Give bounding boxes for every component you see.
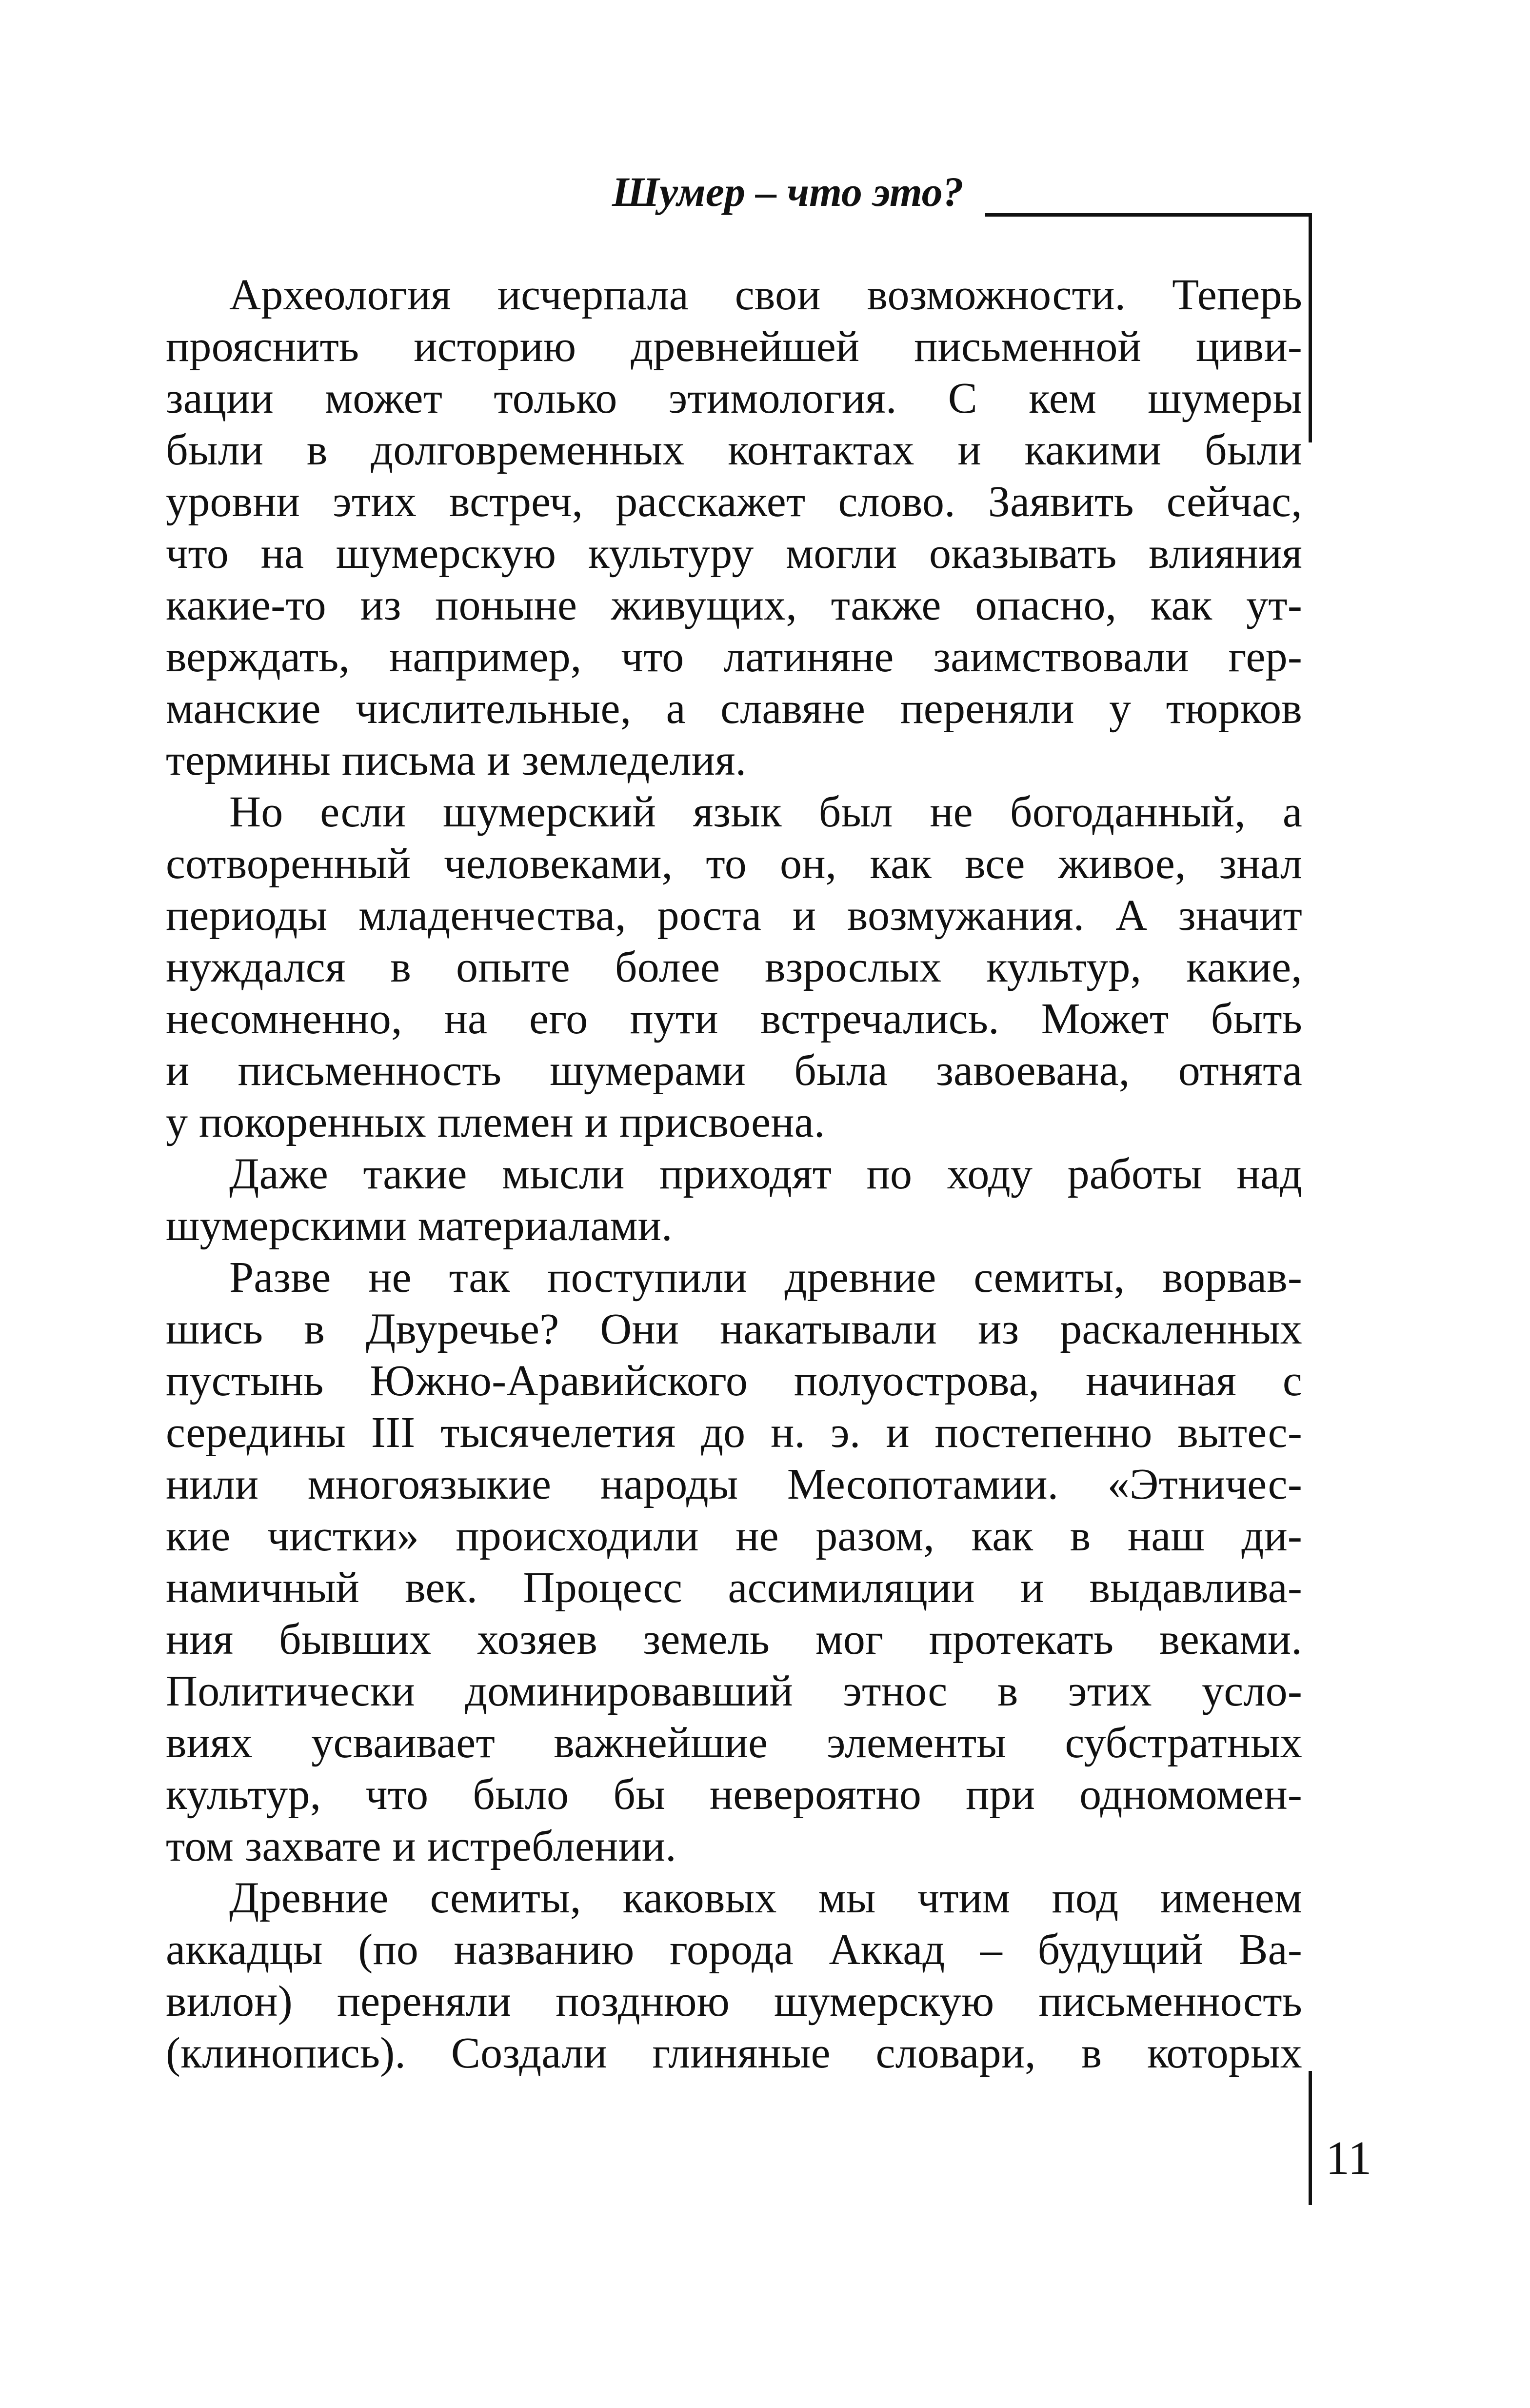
text-line: виях усваивает важнейшие элементы субстратных: [166, 1719, 1302, 1767]
text-line: термины письма и земледелия.: [166, 736, 747, 784]
text-line: Но если шумерский язык был не богоданный, а: [229, 788, 1302, 836]
text-line: что на шумерскую культуру могли оказывать влияния: [166, 529, 1302, 578]
text-line: том захвате и истреблении.: [166, 1822, 676, 1870]
text-line: Разве не так поступили древние семиты, ворвав-: [229, 1253, 1302, 1302]
text-line: культур, что было бы невероятно при одномомен-: [166, 1770, 1302, 1819]
text-line: Археология исчерпала свои возможности. Теперь: [229, 271, 1302, 319]
text-line: и письменность шумерами была завоевана, отнята: [166, 1046, 1302, 1095]
page-number: 11: [1326, 2132, 1372, 2185]
footer-vertical-rule: [1309, 2071, 1312, 2205]
text-line: шумерскими материалами.: [166, 1202, 673, 1250]
text-line: Даже такие мысли приходят по ходу работы над: [229, 1150, 1302, 1198]
text-line: вилон) переняли позднюю шумерскую письменность: [166, 1977, 1302, 2026]
text-line: зации может только этимология. С кем шумеры: [166, 374, 1302, 422]
text-line: нуждался в опыте более взрослых культур, какие,: [166, 943, 1302, 991]
text-line: верждать, например, что латиняне заимствовали гер-: [166, 633, 1302, 681]
text-line: пустынь Южно-Аравийского полуострова, начиная с: [166, 1357, 1302, 1405]
text-line: несомненно, на его пути встречались. Может быть: [166, 995, 1302, 1043]
text-line: у покоренных племен и присвоена.: [166, 1098, 825, 1146]
text-line: (клинопись). Создали глиняные словари, в которых: [166, 2029, 1302, 2077]
text-line: какие-то из поныне живущих, также опасно, как ут-: [166, 581, 1302, 629]
text-line: манские числительные, а славяне переняли у тюрков: [166, 684, 1302, 733]
text-line: ния бывших хозяев земель мог протекать веками.: [166, 1615, 1302, 1664]
text-line: Политически доминировавший этнос в этих усло-: [166, 1667, 1302, 1715]
text-line: середины III тысячелетия до н. э. и постепенно вытес-: [166, 1408, 1302, 1457]
text-line: намичный век. Процесс ассимиляции и выдавлива-: [166, 1564, 1302, 1612]
text-line: Древние семиты, каковых мы чтим под именем: [229, 1874, 1302, 1922]
text-line: уровни этих встреч, расскажет слово. Заявить сейчас,: [166, 478, 1302, 526]
header-vertical-rule: [1309, 213, 1312, 442]
text-line: сотворенный человеками, то он, как все живое, знал: [166, 840, 1302, 888]
text-line: прояснить историю древнейшей письменной циви-: [166, 322, 1302, 371]
header-rule: [985, 213, 1312, 217]
text-line: нили многоязыкие народы Месопотамии. «Этничес-: [166, 1460, 1302, 1508]
text-line: шись в Двуречье? Они накатывали из раскаленных: [166, 1305, 1302, 1353]
text-line: аккадцы (по названию города Аккад – будущий Ва-: [166, 1926, 1302, 1974]
running-head-title: Шумер – что это?: [612, 168, 964, 215]
text-line: были в долговременных контактах и какими были: [166, 426, 1302, 474]
text-line: кие чистки» происходили не разом, как в наш ди-: [166, 1512, 1302, 1560]
text-line: периоды младенчества, роста и возмужания. А значит: [166, 891, 1302, 940]
body-text: [166, 271, 1302, 2222]
